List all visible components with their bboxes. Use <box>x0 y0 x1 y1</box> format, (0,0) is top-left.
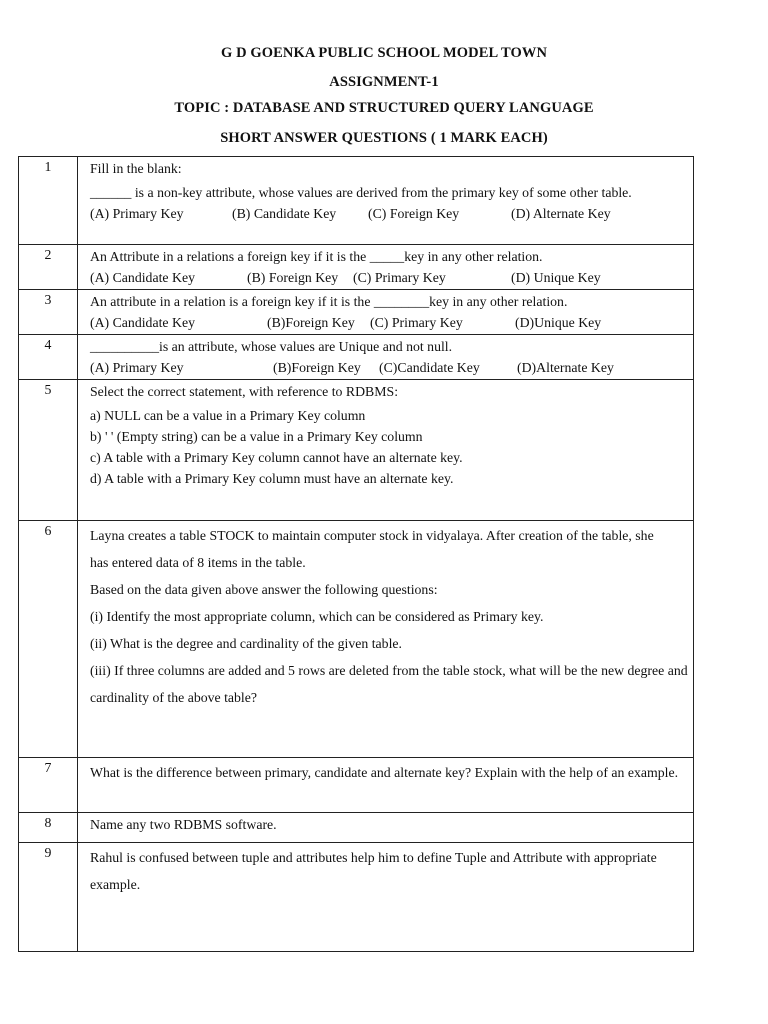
option-c: (C) Primary Key <box>370 315 463 330</box>
option-list <box>90 357 689 379</box>
school-title: G D GOENKA PUBLIC SCHOOL MODEL TOWN <box>220 45 548 61</box>
question-number: 1 <box>19 157 78 245</box>
question-number: 8 <box>19 813 78 843</box>
question-text: Rahul is confused between tuple and attributes help him to define Tuple and Attribute with appropriate example. <box>90 850 657 892</box>
question-row-8 <box>19 813 694 843</box>
question-row-1 <box>19 157 694 245</box>
question-text: ______ is a non-key attribute, whose values are derived from the primary key of some other table. <box>90 185 632 200</box>
question-number: 9 <box>19 843 78 952</box>
question-text: has entered data of 8 items in the table. <box>90 555 306 570</box>
question-number: 4 <box>19 335 78 380</box>
question-text: An Attribute in a relations a foreign key if it is the _____key in any other relation. <box>90 249 543 264</box>
statement-a: a) NULL can be a value in a Primary Key column <box>90 408 366 423</box>
question-text: Layna creates a table STOCK to maintain computer stock in vidyalaya. After creation of the table, she <box>90 528 654 543</box>
topic-title: TOPIC : DATABASE AND STRUCTURED QUERY LANGUAGE <box>174 100 594 116</box>
question-row-4 <box>19 335 694 380</box>
option-b: (B)Foreign Key <box>267 315 355 330</box>
question-body <box>78 813 694 843</box>
assignment-title: ASSIGNMENT-1 <box>329 74 439 90</box>
question-number: 2 <box>19 245 78 290</box>
question-body <box>78 843 694 952</box>
question-text: Fill in the blank: <box>90 161 182 176</box>
option-list <box>90 312 689 334</box>
question-number: 3 <box>19 290 78 335</box>
question-body <box>78 380 694 521</box>
option-list <box>90 203 689 225</box>
question-text: Based on the data given above answer the following questions: <box>90 582 438 597</box>
statement-c: c) A table with a Primary Key column cannot have an alternate key. <box>90 450 463 465</box>
question-text: What is the difference between primary, candidate and alternate key? Explain with the help of an example. <box>90 765 679 780</box>
option-c: (C) Primary Key <box>353 270 446 285</box>
option-b: (B)Foreign Key <box>273 360 361 375</box>
question-row-9 <box>19 843 694 952</box>
option-a: (A) Candidate Key <box>90 270 195 285</box>
option-a: (A) Candidate Key <box>90 315 195 330</box>
option-b: (B) Candidate Key <box>232 206 337 221</box>
option-list <box>90 267 689 289</box>
option-d: (D) Unique Key <box>511 270 601 285</box>
subquestion-iii: (iii) If three columns are added and 5 rows are deleted from the table stock, what will be the new degree and cardinality of the above table? <box>90 663 688 705</box>
option-a: (A) Primary Key <box>90 206 184 221</box>
question-text: Select the correct statement, with reference to RDBMS: <box>90 384 399 399</box>
question-body <box>78 290 694 335</box>
subquestion-i: (i) Identify the most appropriate column, which can be considered as Primary key. <box>90 609 544 624</box>
question-number: 6 <box>19 521 78 758</box>
question-body <box>78 758 694 813</box>
question-row-2 <box>19 245 694 290</box>
question-row-3 <box>19 290 694 335</box>
option-c: (C) Foreign Key <box>368 206 460 221</box>
question-body <box>78 157 694 245</box>
statement-b: b) ' ' (Empty string) can be a value in a Primary Key column <box>90 429 423 444</box>
question-row-6 <box>19 521 694 758</box>
questions-table <box>18 156 694 952</box>
question-row-7 <box>19 758 694 813</box>
section-title: SHORT ANSWER QUESTIONS ( 1 MARK EACH) <box>220 130 548 146</box>
option-a: (A) Primary Key <box>90 360 184 375</box>
question-body <box>78 245 694 290</box>
option-b: (B) Foreign Key <box>247 270 339 285</box>
question-body <box>78 335 694 380</box>
question-text: __________is an attribute, whose values are Unique and not null. <box>90 339 453 354</box>
question-row-5 <box>19 380 694 521</box>
option-d: (D)Alternate Key <box>517 360 614 375</box>
statement-d: d) A table with a Primary Key column must have an alternate key. <box>90 471 454 486</box>
option-d: (D)Unique Key <box>515 315 602 330</box>
option-d: (D) Alternate Key <box>511 206 611 221</box>
option-c: (C)Candidate Key <box>379 360 480 375</box>
question-number: 7 <box>19 758 78 813</box>
question-text: An attribute in a relation is a foreign key if it is the ________key in any other relation. <box>90 294 568 309</box>
subquestion-ii: (ii) What is the degree and cardinality of the given table. <box>90 636 402 651</box>
question-number: 5 <box>19 380 78 521</box>
question-text: Name any two RDBMS software. <box>90 817 277 832</box>
question-body <box>78 521 694 758</box>
